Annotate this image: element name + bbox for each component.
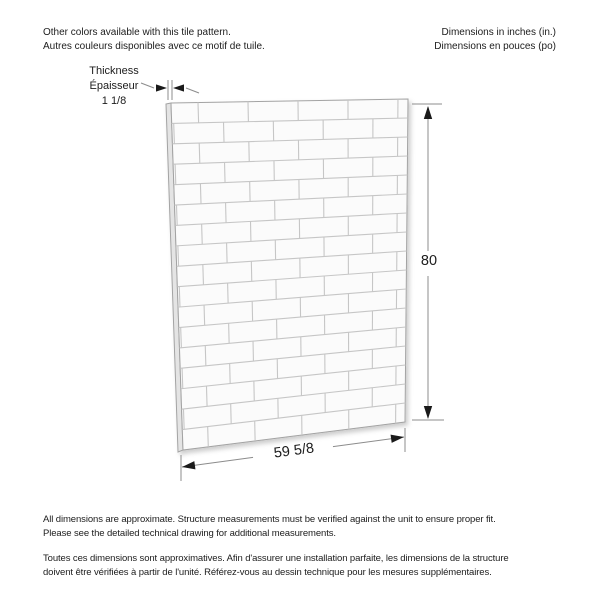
- note-other-colors-fr: Autres couleurs disponibles avec ce motif de tuile.: [43, 41, 265, 52]
- note-other-colors-en: Other colors available with this tile pattern.: [43, 27, 231, 38]
- disclaimer-en: [43, 513, 496, 540]
- note-units-fr: Dimensions en pouces (po): [434, 41, 556, 52]
- thickness-label-fr: Épaisseur: [89, 80, 139, 92]
- thickness-dimension-label: [72, 64, 156, 109]
- disclaimer-fr-line2: doivent être vérifiées à partir de l'unité. Référez-vous au dessin technique pour les mesures supplémentaires.: [43, 566, 492, 578]
- disclaimer-fr: [43, 552, 509, 579]
- width-dimension-value: 59 5/8: [272, 440, 316, 462]
- height-dimension-value: 80: [420, 253, 438, 269]
- note-other-colors: [43, 26, 265, 54]
- disclaimer-en-line1: All dimensions are approximate. Structure measurements must be verified against the unit to ensure proper fit.: [43, 514, 496, 525]
- note-units-en: Dimensions in inches (in.): [441, 27, 556, 38]
- disclaimer-fr-line1: Toutes ces dimensions sont approximatives. Afin d'assurer une installation parfaite, les dimensions de la structure: [43, 553, 509, 564]
- thickness-label-en: Thickness: [89, 65, 139, 77]
- tile-panel: [166, 99, 408, 452]
- thickness-value: 1 1/8: [101, 95, 127, 107]
- note-units: [434, 26, 556, 54]
- disclaimer-en-line2: Please see the detailed technical drawing for additional measurements.: [43, 527, 336, 539]
